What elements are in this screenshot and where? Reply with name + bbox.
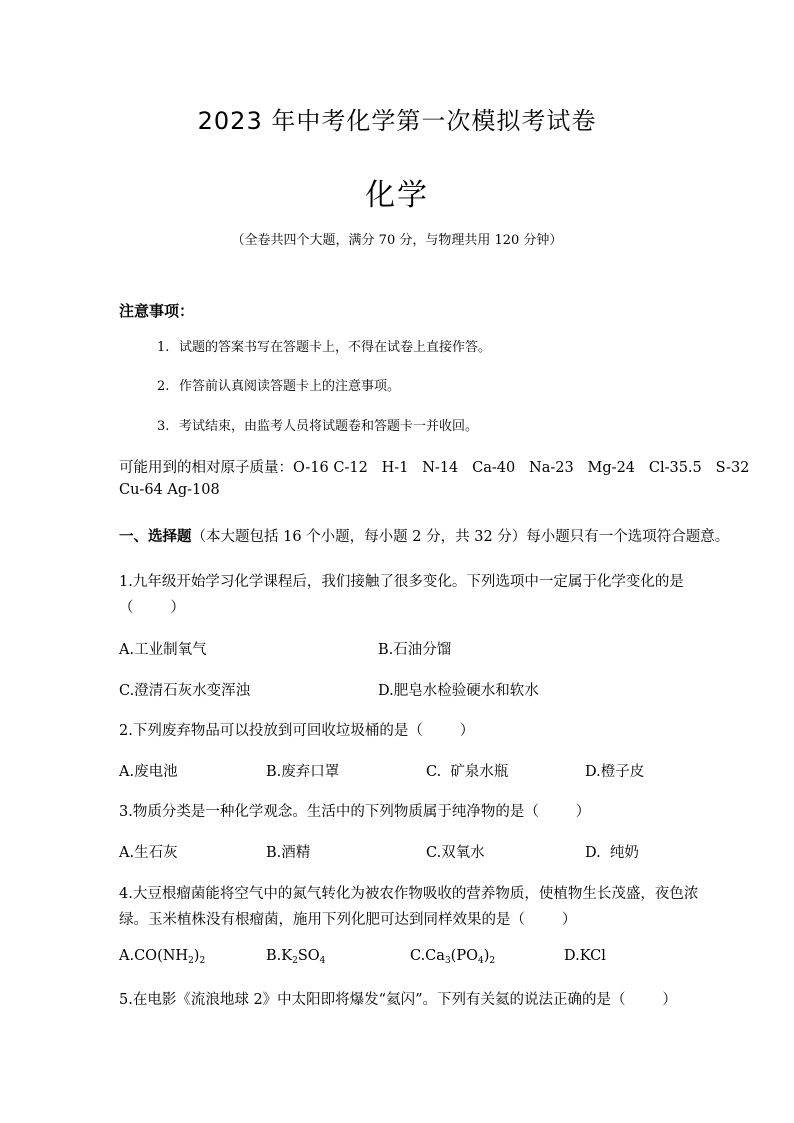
formula-subscript: 3 [444,956,451,966]
formula-part: SO [297,948,320,964]
q1-option-a: A.工业制氧气 [119,642,207,658]
formula-subscript: 4 [477,956,484,966]
question-1-answer-blank: （ ） [119,600,185,616]
question-1-stem: 1.九年级开始学习化学课程后，我们接触了很多变化。下列选项中一定属于化学变化的是 [119,574,684,590]
note-text: 作答前认真阅读答题卡上的注意事项。 [179,379,401,394]
atomic-masses-line-1: 可能用到的相对原子质量：O-16 C-12 H-1 N-14 Ca-40 Na-23 Mg-24 Cl-35.5 S-32 [119,460,750,476]
subject-title: 化学 [365,178,429,213]
section-label: 一、选择题 [119,528,192,545]
q3-option-d: D. 纯奶 [585,845,639,861]
question-4-stem-continued: 绿。玉米植株没有根瘤菌，施用下列化肥可达到同样效果的是（ ） [119,912,577,928]
formula-subscript: 2 [199,956,206,966]
note-item [157,336,491,355]
section-heading [119,525,729,546]
q4-option-a [119,948,205,964]
note-number: 3. [157,419,170,434]
note-item [157,375,400,394]
q1-option-d: D.肥皂水检验硬水和软水 [378,683,539,699]
note-text: 考试结束，由监考人员将试题卷和答题卡一并收回。 [179,419,479,434]
q3-option-a: A.生石灰 [119,845,178,861]
formula-part: B.K [266,948,293,964]
formula-subscript: 4 [319,956,326,966]
question-3-stem: 3.物质分类是一种化学观念。生活中的下列物质属于纯净物的是（ ） [119,804,591,820]
question-2-stem: 2.下列废弃物品可以投放到可回收垃圾桶的是（ ） [119,723,475,739]
note-number: 1. [157,340,170,355]
formula-subscript: 2 [489,956,496,966]
formula-subscript: 2 [292,956,298,966]
q1-option-b: B.石油分馏 [378,642,452,658]
formula-part: (PO [450,948,478,964]
q2-option-a: A.废电池 [119,764,178,780]
q1-option-c: C.澄清石灰水变浑浊 [119,683,251,699]
notes-heading: 注意事项： [119,302,195,320]
q3-option-b: B.酒精 [266,845,311,861]
exam-scope: （全卷共四个大题，满分 70 分，与物理共用 120 分钟） [231,233,563,248]
q2-option-b: B.废弃口罩 [266,764,340,780]
formula-part: C.Ca [410,948,445,964]
note-item [157,415,478,434]
q3-option-c: C.双氧水 [426,845,485,861]
q4-option-b [266,948,325,964]
formula-part: ) [193,948,200,964]
formula-part: ) [483,948,490,964]
formula-subscript: 2 [188,956,194,966]
note-number: 2. [157,379,170,394]
exam-title: 2023 年中考化学第一次模拟考试卷 [197,107,597,135]
formula-part: A.CO(NH [119,948,189,964]
q2-option-d: D.橙子皮 [585,764,645,780]
note-text: 试题的答案书写在答题卡上，不得在试卷上直接作答。 [179,340,492,355]
question-4-stem: 4.大豆根瘤菌能将空气中的氮气转化为被农作物吸收的营养物质，使植物生长茂盛，夜色浓 [119,886,699,902]
atomic-masses-line-2: Cu-64 Ag-108 [119,482,220,498]
q4-option-d: D.KCl [564,948,606,964]
q2-option-c: C. 矿泉水瓶 [426,764,509,780]
question-5-stem: 5.在电影《流浪地球 2》中太阳即将爆发“氦闪”。下列有关氦的说法正确的是（ ） [119,992,677,1008]
section-description: （本大题包括 16 个小题，每小题 2 分，共 32 分）每小题只有一个选项符合题意。 [191,529,730,545]
q4-option-c [410,948,495,964]
